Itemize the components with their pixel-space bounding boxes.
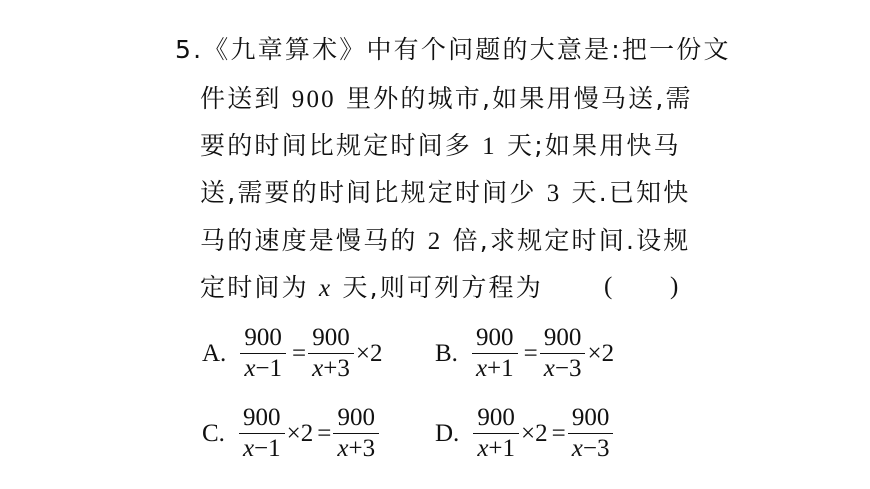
denominator-variable: x [571,435,583,463]
denominator [473,434,519,462]
question-text: 马的速度是慢马的 [200,226,428,255]
denominator [540,354,586,382]
denominator [240,354,286,382]
denominator [239,434,285,462]
option-letter: C. [202,419,225,447]
denominator [333,434,379,462]
question-text: 里外的城市,如果用慢马送,需 [335,84,693,113]
denominator-variable: x [312,355,324,383]
question-number: 5. [175,35,204,64]
fraction-left [472,325,518,383]
question-text: 送,需要的时间比规定时间少 [200,178,547,207]
fraction-right [568,405,614,463]
question-line-2 [200,86,693,112]
answer-paren-open: ( [604,273,613,300]
option-b[interactable] [435,325,616,383]
denominator-rest: +1 [488,435,516,463]
equals-sign: = [292,339,307,367]
numerator: 900 [543,324,582,351]
fraction-left [239,405,285,463]
fraction-right [333,405,379,463]
right-multiplier: ×2 [587,339,615,367]
denominator-rest: −1 [255,355,283,383]
numerator: 900 [244,324,282,351]
speed-ratio-value: 2 [427,228,443,255]
question-text: 《九章算术》中有个问题的大意是:把一份文 [203,35,731,64]
question-line-5 [200,228,691,254]
numerator: 900 [477,404,515,431]
distance-value: 900 [291,86,336,113]
denominator [308,354,354,382]
right-multiplier: ×2 [355,339,383,367]
denominator-variable: x [337,435,349,463]
denominator-rest: +1 [487,355,514,383]
numerator: 900 [243,404,281,431]
numerator: 900 [312,324,350,351]
denominator-rest: −3 [554,355,582,383]
answer-paren-close: ) [670,273,679,300]
option-d[interactable] [435,405,617,463]
denominator [568,434,614,462]
denominator-variable: x [475,355,488,383]
denominator [472,354,518,382]
extra-days-value: 1 [482,133,497,160]
fraction-right [308,325,354,383]
denominator-variable: x [242,435,255,463]
option-a[interactable] [202,325,384,383]
denominator-variable: x [543,355,555,383]
denominator-variable: x [477,435,489,463]
numerator: 900 [337,404,375,431]
fraction-right [540,325,586,383]
numerator: 900 [476,324,514,351]
question-text: 天.已知快 [561,178,691,207]
denominator-rest: −3 [582,435,610,463]
equals-sign: = [551,419,566,447]
variable-x: x [318,275,333,302]
equals-sign: = [523,339,538,367]
question-text: 定时间为 [200,273,319,302]
question-line-4 [200,180,691,206]
fraction-left [473,405,519,463]
option-c[interactable] [202,405,383,463]
question-text: 要的时间比规定时间多 [200,131,483,160]
option-letter: A. [202,339,227,367]
question-line-6 [200,275,543,301]
equals-sign: = [317,419,332,447]
denominator-variable: x [244,355,256,383]
numerator: 900 [571,404,610,431]
denominator-rest: −1 [254,435,281,463]
question-text: 件送到 [200,84,292,113]
option-letter: B. [435,339,458,367]
left-multiplier: ×2 [521,419,548,447]
fraction-left [240,325,286,383]
left-multiplier: ×2 [286,419,314,447]
denominator-rest: +3 [348,435,376,463]
question-line-3 [200,133,681,159]
question-text: 天,则可列方程为 [332,273,543,302]
question-text: 天;如果用快马 [496,131,681,160]
option-letter: D. [435,419,460,447]
question-text: 倍,求规定时间.设规 [442,226,691,255]
question-line-1 [175,37,731,62]
fewer-days-value: 3 [546,180,562,207]
denominator-rest: +3 [323,355,350,383]
